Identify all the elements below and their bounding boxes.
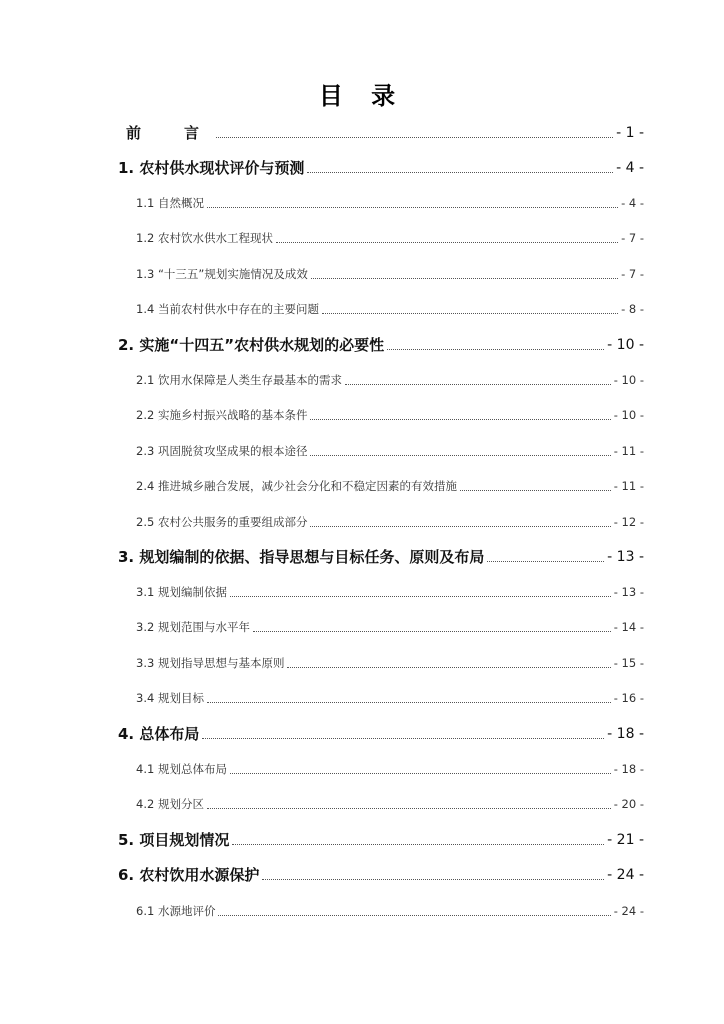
toc-title: 目 录 xyxy=(318,82,406,110)
toc-entry-page: - 1 - xyxy=(616,125,644,141)
toc-entry[interactable] xyxy=(0,438,724,460)
dot-leader xyxy=(311,278,618,279)
toc-entry[interactable] xyxy=(0,827,724,849)
toc-entry-label: 1.4 当前农村供水中存在的主要问题 xyxy=(136,302,319,316)
dot-leader xyxy=(207,808,611,809)
toc-entry[interactable] xyxy=(0,721,724,743)
toc-entry-page: - 11 - xyxy=(613,444,644,458)
dot-leader xyxy=(387,349,604,350)
toc-entry-page: - 13 - xyxy=(613,585,644,599)
toc-entry-page: - 10 - xyxy=(607,337,644,353)
toc-entry-page: - 20 - xyxy=(613,797,644,811)
toc-entry-label: 3.1 规划编制依据 xyxy=(136,585,227,599)
toc-entry[interactable] xyxy=(0,367,724,389)
toc-entry[interactable] xyxy=(0,791,724,813)
dot-leader xyxy=(460,490,611,491)
dot-leader xyxy=(310,455,610,456)
toc-entry[interactable] xyxy=(0,473,724,495)
dot-leader xyxy=(202,738,604,739)
toc-entry-label: 2.3 巩固脱贫攻坚成果的根本途径 xyxy=(136,444,308,458)
toc-entry-page: - 10 - xyxy=(613,408,644,422)
toc-entry[interactable] xyxy=(0,261,724,283)
toc-entry[interactable] xyxy=(0,155,724,177)
toc-entry[interactable] xyxy=(0,190,724,212)
dot-leader xyxy=(276,242,618,243)
toc-entry[interactable] xyxy=(0,544,724,566)
dot-leader xyxy=(207,702,611,703)
toc-entry[interactable] xyxy=(0,509,724,531)
toc-entry-label: 2. 实施“十四五”农村供水规划的必要性 xyxy=(118,336,385,354)
toc-entry-label: 2.1 饮用水保障是人类生存最基本的需求 xyxy=(136,373,342,387)
toc-entry[interactable] xyxy=(0,898,724,920)
dot-leader xyxy=(230,773,611,774)
dot-leader xyxy=(307,172,613,173)
toc-entry-label: 1.3 “十三五”规划实施情况及成效 xyxy=(136,267,308,281)
toc-entry-label: 4.1 规划总体布局 xyxy=(136,762,227,776)
toc-entry-label: 3.2 规划范围与水平年 xyxy=(136,620,250,634)
toc-entry-label: 前 言 xyxy=(126,124,214,142)
toc-entry-page: - 24 - xyxy=(613,904,644,918)
dot-leader xyxy=(310,526,610,527)
toc-entry-label: 2.2 实施乡村振兴战略的基本条件 xyxy=(136,408,308,422)
toc-entry-page: - 10 - xyxy=(613,373,644,387)
toc-entry-label: 3.3 规划指导思想与基本原则 xyxy=(136,656,285,670)
toc-entry[interactable] xyxy=(0,120,724,142)
toc-entry[interactable] xyxy=(0,614,724,636)
dot-leader xyxy=(322,313,618,314)
toc-entry-label: 1.2 农村饮水供水工程现状 xyxy=(136,231,273,245)
toc-entry-page: - 4 - xyxy=(616,160,644,176)
dot-leader xyxy=(310,419,610,420)
toc-entry-label: 5. 项目规划情况 xyxy=(118,831,230,849)
toc-entry-page: - 7 - xyxy=(621,231,644,245)
dot-leader xyxy=(232,844,604,845)
dot-leader xyxy=(287,667,610,668)
toc-entry[interactable] xyxy=(0,296,724,318)
toc-entry-label: 2.4 推进城乡融合发展，减少社会分化和不稳定因素的有效措施 xyxy=(136,479,457,493)
toc-entry-page: - 14 - xyxy=(613,620,644,634)
toc-entry-label: 4. 总体布局 xyxy=(118,725,200,743)
dot-leader xyxy=(262,879,604,880)
toc-entry-page: - 24 - xyxy=(607,867,644,883)
toc-entry-page: - 8 - xyxy=(621,302,644,316)
toc-entry[interactable] xyxy=(0,579,724,601)
dot-leader xyxy=(218,915,610,916)
toc-entry-page: - 15 - xyxy=(613,656,644,670)
toc-entry-page: - 11 - xyxy=(613,479,644,493)
toc-entry-label: 6.1 水源地评价 xyxy=(136,904,216,918)
toc-entry[interactable] xyxy=(0,862,724,884)
toc-entry-label: 6. 农村饮用水源保护 xyxy=(118,866,260,884)
toc-entry-label: 3. 规划编制的依据、指导思想与目标任务、原则及布局 xyxy=(118,548,485,566)
toc-entry[interactable] xyxy=(0,756,724,778)
toc-entry-page: - 18 - xyxy=(607,726,644,742)
dot-leader xyxy=(216,137,613,138)
dot-leader xyxy=(207,207,618,208)
dot-leader xyxy=(230,596,611,597)
toc-entry-label: 2.5 农村公共服务的重要组成部分 xyxy=(136,515,308,529)
toc-entry-page: - 12 - xyxy=(613,515,644,529)
toc-entry[interactable] xyxy=(0,650,724,672)
toc-entry-page: - 16 - xyxy=(613,691,644,705)
toc-entry-page: - 21 - xyxy=(607,832,644,848)
dot-leader xyxy=(487,561,604,562)
toc-entry-label: 1.1 自然概况 xyxy=(136,196,204,210)
toc-entry[interactable] xyxy=(0,225,724,247)
toc-entry-page: - 18 - xyxy=(613,762,644,776)
toc-entry[interactable] xyxy=(0,685,724,707)
toc-entry-label: 3.4 规划目标 xyxy=(136,691,204,705)
toc-entry-page: - 7 - xyxy=(621,267,644,281)
dot-leader xyxy=(345,384,611,385)
toc-entry[interactable] xyxy=(0,332,724,354)
toc-entry-label: 4.2 规划分区 xyxy=(136,797,204,811)
dot-leader xyxy=(253,631,611,632)
toc-entry[interactable] xyxy=(0,402,724,424)
toc-entry-page: - 13 - xyxy=(607,549,644,565)
toc-entry-page: - 4 - xyxy=(621,196,644,210)
toc-entry-label: 1. 农村供水现状评价与预测 xyxy=(118,159,305,177)
